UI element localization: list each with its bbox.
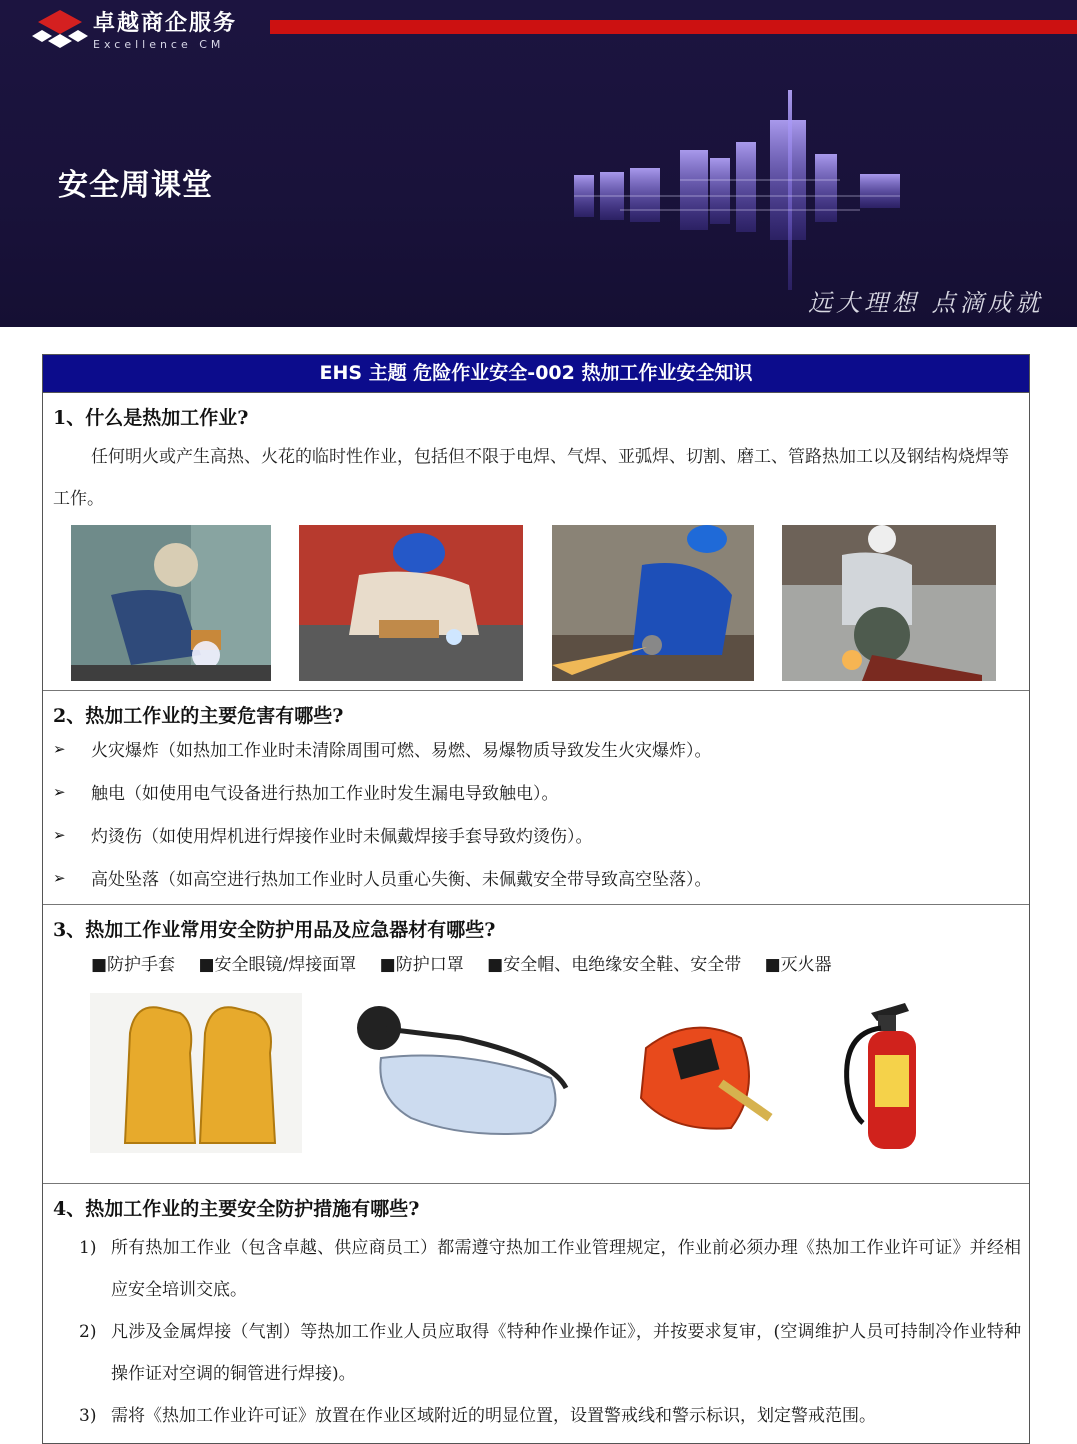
header-banner: [0, 0, 1077, 327]
photo-welder-kneeling: [71, 525, 271, 681]
measure-item-1: [43, 1227, 1029, 1311]
arrow-bullet-icon: ➢: [53, 868, 66, 887]
safety-glasses-image: [351, 998, 571, 1148]
hazard-text: 灼烫伤（如使用焊机进行焊接作业时未佩戴焊接手套导致灼烫伤）。: [91, 827, 593, 847]
brand-name-en: Excellence CM: [93, 38, 225, 51]
ppe-item-extinguisher: ■灭火器: [764, 955, 832, 975]
measure-text: 凡涉及金属焊接（气割）等热加工作业人员应取得《特种作业操作证》，并按要求复审，(空调维护人员可持制冷作业特种操作证对空调的铜管进行焊接)。: [111, 1322, 1021, 1384]
ppe-item-helmet-shoes-belt: ■安全帽、电绝缘安全鞋、安全带: [487, 955, 742, 975]
section2-title: 2、热加工作业的主要危害有哪些?: [53, 705, 344, 727]
section3-title: 3、热加工作业常用安全防护用品及应急器材有哪些?: [53, 919, 496, 941]
hazard-text: 高处坠落（如高空进行热加工作业时人员重心失衡、未佩戴安全带导致高空坠落）。: [91, 870, 712, 890]
photo-worker-cutting-pipe: [782, 525, 996, 681]
fire-extinguisher-image: [833, 993, 943, 1153]
hazard-item-burn: [43, 813, 1029, 856]
section-main-hazards: [43, 691, 1029, 905]
welding-gloves-image: [90, 993, 302, 1153]
ppe-images: [43, 993, 1029, 1163]
section-protective-measures: [43, 1184, 1029, 1437]
photo-worker-grinding: [552, 525, 754, 681]
document-table: [42, 354, 1030, 1444]
photo-welder-crouching: [299, 525, 523, 681]
hazard-item-fall: [43, 856, 1029, 899]
hazard-text: 触电（如使用电气设备进行热加工作业时发生漏电导致触电）。: [91, 784, 559, 804]
header-red-bar: [270, 20, 1077, 34]
measure-item-2: [43, 1311, 1029, 1395]
arrow-bullet-icon: ➢: [53, 782, 66, 801]
brand-name-cn: 卓越商企服务: [93, 11, 238, 36]
company-logo-icon: [30, 8, 90, 54]
city-skyline-graphic: [560, 80, 920, 300]
document-heading: EHS 主题 危险作业安全-002 热加工作业安全知识: [43, 355, 1029, 393]
section4-title: 4、热加工作业的主要安全防护措施有哪些?: [53, 1198, 420, 1220]
section-what-is-hot-work: [43, 393, 1029, 691]
section1-title: 1、什么是热加工作业?: [53, 407, 249, 429]
slogan-text: 远大理想 点滴成就: [808, 289, 1044, 317]
page-title: 安全周课堂: [58, 168, 213, 203]
measure-number: 1): [79, 1238, 97, 1258]
measure-number: 3): [79, 1406, 97, 1426]
section1-text: 任何明火或产生高热、火花的临时性作业，包括但不限于电焊、气焊、亚弧焊、切割、磨工、管路热加工以及钢结构烧焊等工作。: [53, 447, 1009, 509]
measure-text: 所有热加工作业（包含卓越、供应商员工）都需遵守热加工作业管理规定，作业前必须办理《热加工作业许可证》并经相应安全培训交底。: [111, 1238, 1021, 1300]
arrow-bullet-icon: ➢: [53, 825, 66, 844]
ppe-item-gloves: ■防护手套: [91, 955, 176, 975]
welding-mask-image: [621, 1008, 781, 1148]
measure-text: 需将《热加工作业许可证》放置在作业区域附近的明显位置，设置警戒线和警示标识，划定警戒范围。: [111, 1406, 876, 1426]
arrow-bullet-icon: ➢: [53, 739, 66, 758]
hazard-text: 火灾爆炸（如热加工作业时未清除周围可燃、易燃、易爆物质导致发生火灾爆炸）。: [91, 741, 712, 761]
ppe-item-respirator: ■防护口罩: [379, 955, 464, 975]
hot-work-photos: [43, 525, 1029, 685]
ppe-list: [43, 945, 1029, 985]
hazard-item-fire: [43, 727, 1029, 770]
section-protective-equipment: [43, 905, 1029, 1184]
ppe-item-glasses-mask: ■安全眼镜/焊接面罩: [198, 955, 357, 975]
measure-item-3: [43, 1395, 1029, 1437]
hazard-item-electric-shock: [43, 770, 1029, 813]
measure-number: 2): [79, 1322, 97, 1342]
